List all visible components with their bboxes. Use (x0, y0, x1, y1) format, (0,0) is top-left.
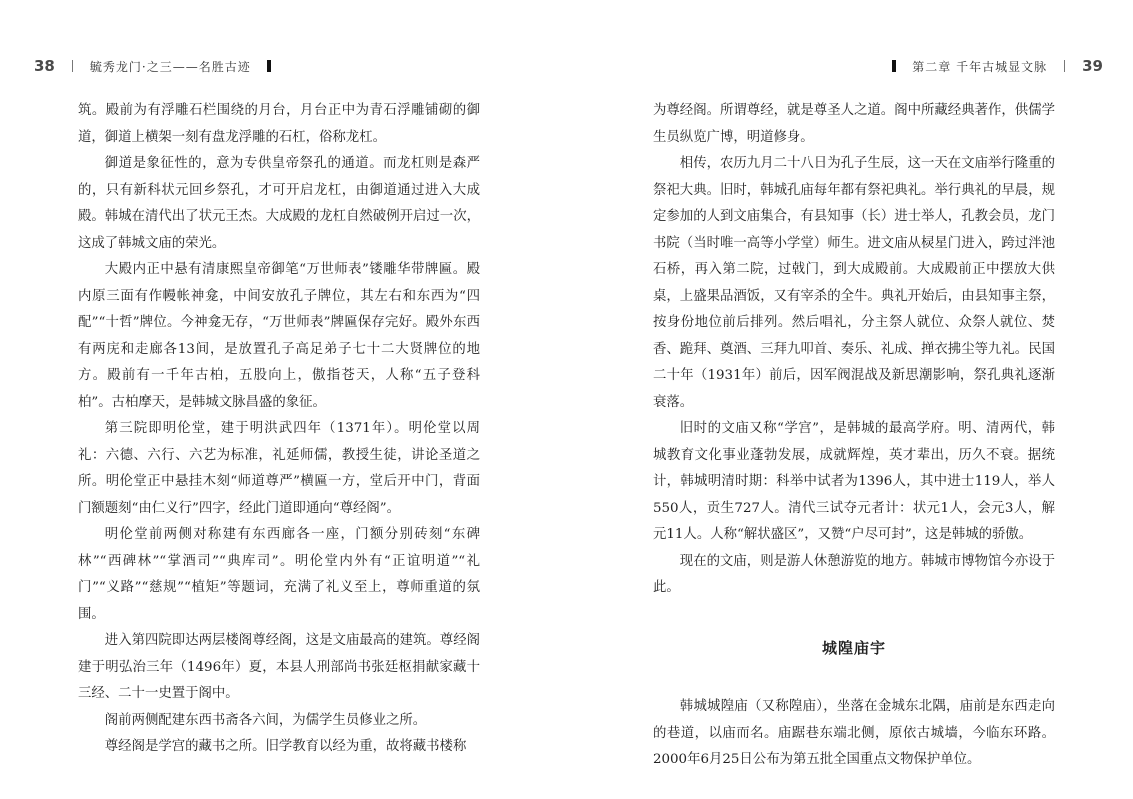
paragraph: 阁前两侧配建东西书斋各六间，为儒学生员修业之所。 (104, 712, 427, 728)
paragraph: 大殿内正中悬有清康熙皇帝御笔“万世师表”镂雕华带牌匾。殿内原三面有作幔帐神龛，中间安放孔子牌位，其左右和东西为“四配”“十哲”牌位。今神龛无存，“万世师表”牌匾保存完好。殿外东西有两庑和走廊各13间，是放置孔子高足弟子七十二大贤牌位的地方。殿前有一千年古柏，五股向上，傲指苍天，人称“五子登科柏”。古柏摩天，是韩城文脉昌盛的象征。 (78, 262, 480, 410)
paragraph: 进入第四院即达两层楼阁尊经阁，这是文庙最高的建筑。尊经阁建于明弘治三年（1496年）夏，本县人刑部尚书张廷枢捐献家藏十三经、二十一史置于阁中。 (78, 633, 480, 701)
header-divider (1064, 60, 1065, 72)
paragraph: 韩城城隍庙（又称隍庙），坐落在金城东北隅，庙前是东西走向的巷道，以庙而名。庙踞巷东端北侧，原依古城墙，今临东环路。2000年6月25日公布为第五批全国重点文物保护单位。 (653, 699, 1055, 767)
left-running-header (34, 56, 287, 76)
paragraph: 为尊经阁。所谓尊经，就是尊圣人之道。阁中所藏经典著作，供儒学生员纵览广博，明道修身。 (653, 103, 1055, 145)
header-block-mark (267, 60, 271, 72)
right-running-header (876, 56, 1103, 76)
section-heading: 城隍庙宇 (821, 638, 886, 657)
paragraph: 旧时的文庙又称“学宫”，是韩城的最高学府。明、清两代，韩城教育文化事业蓬勃发展，成就辉煌，英才辈出，历久不衰。据统计，韩城明清时期：科举中试者为1396人，其中进士119人，举人550人，贡生727人。清代三试夺元者计：状元1人，会元3人，解元11人。人称“解状盛区”，又赞“户尽可封”，这是韩城的骄傲。 (653, 421, 1055, 542)
right-page-number: 39 (1082, 57, 1103, 75)
left-page-number: 38 (34, 57, 55, 75)
header-block-mark (892, 60, 896, 72)
paragraph: 御道是象征性的，意为专供皇帝祭孔的通道。而龙杠则是森严的，只有新科状元回乡祭孔，才可开启龙杠，由御道通过进入大成殿。韩城在清代出了状元王杰。大成殿的龙杠自然破例开启过一次，这成了韩城文庙的荣光。 (78, 156, 480, 251)
paragraph: 第三院即明伦堂，建于明洪武四年（1371年）。明伦堂以周礼：六德、六行、六艺为标准，礼延师儒，教授生徒，讲论圣道之所。明伦堂正中悬挂木刻“师道尊严”横匾一方，堂后开中门，背面门额题刻“由仁义行”四字，经此门道即通向“尊经阁”。 (78, 421, 480, 516)
left-running-title: 毓秀龙门·之三——名胜古迹 (89, 59, 251, 74)
left-page-body (78, 98, 480, 761)
paragraph: 相传，农历九月二十八日为孔子生辰，这一天在文庙举行隆重的祭祀大典。旧时，韩城孔庙每年都有祭祀典礼。举行典礼的早晨，规定参加的人到文庙集合，有县知事（长）进士举人，孔教会员，龙门书院（当时唯一高等小学堂）师生。进文庙从棂星门进入，跨过泮池石桥，再入第二院，过戟门，到大成殿前。大成殿前正中摆放大供桌，上盛果品酒饭，又有宰杀的全牛。典礼开始后，由县知事主祭，按身份地位前后排列。然后唱礼，分主祭人就位、众祭人就位、焚香、跪拜、奠酒、三拜九叩首、奏乐、礼成、掸衣拂尘等九礼。民国二十年（1931年）前后，因军阀混战及新思潮影响，祭孔典礼逐渐衰落。 (653, 156, 1055, 410)
paragraph: 明伦堂前两侧对称建有东西廊各一座，门额分别砖刻“东碑林”“西碑林”“掌酒司”“典库司”。明伦堂内外有“正谊明道”“礼门”“义路”“慈规”“植矩”等题词，充满了礼义至上，尊师重道的氛围。 (78, 527, 480, 622)
right-running-title: 第二章 千年古城显文脉 (912, 59, 1048, 74)
paragraph: 现在的文庙，则是游人休憩游览的地方。韩城市博物馆今亦设于此。 (653, 553, 1055, 595)
header-divider (72, 60, 73, 72)
paragraph: 筑。殿前为有浮雕石栏围绕的月台，月台正中为青石浮雕铺砌的御道，御道上横架一刻有盘龙浮雕的石杠，俗称龙杠。 (78, 103, 480, 145)
paragraph: 尊经阁是学宫的藏书之所。旧学教育以经为重，故将藏书楼称 (104, 739, 467, 754)
right-page-body (653, 98, 1055, 774)
